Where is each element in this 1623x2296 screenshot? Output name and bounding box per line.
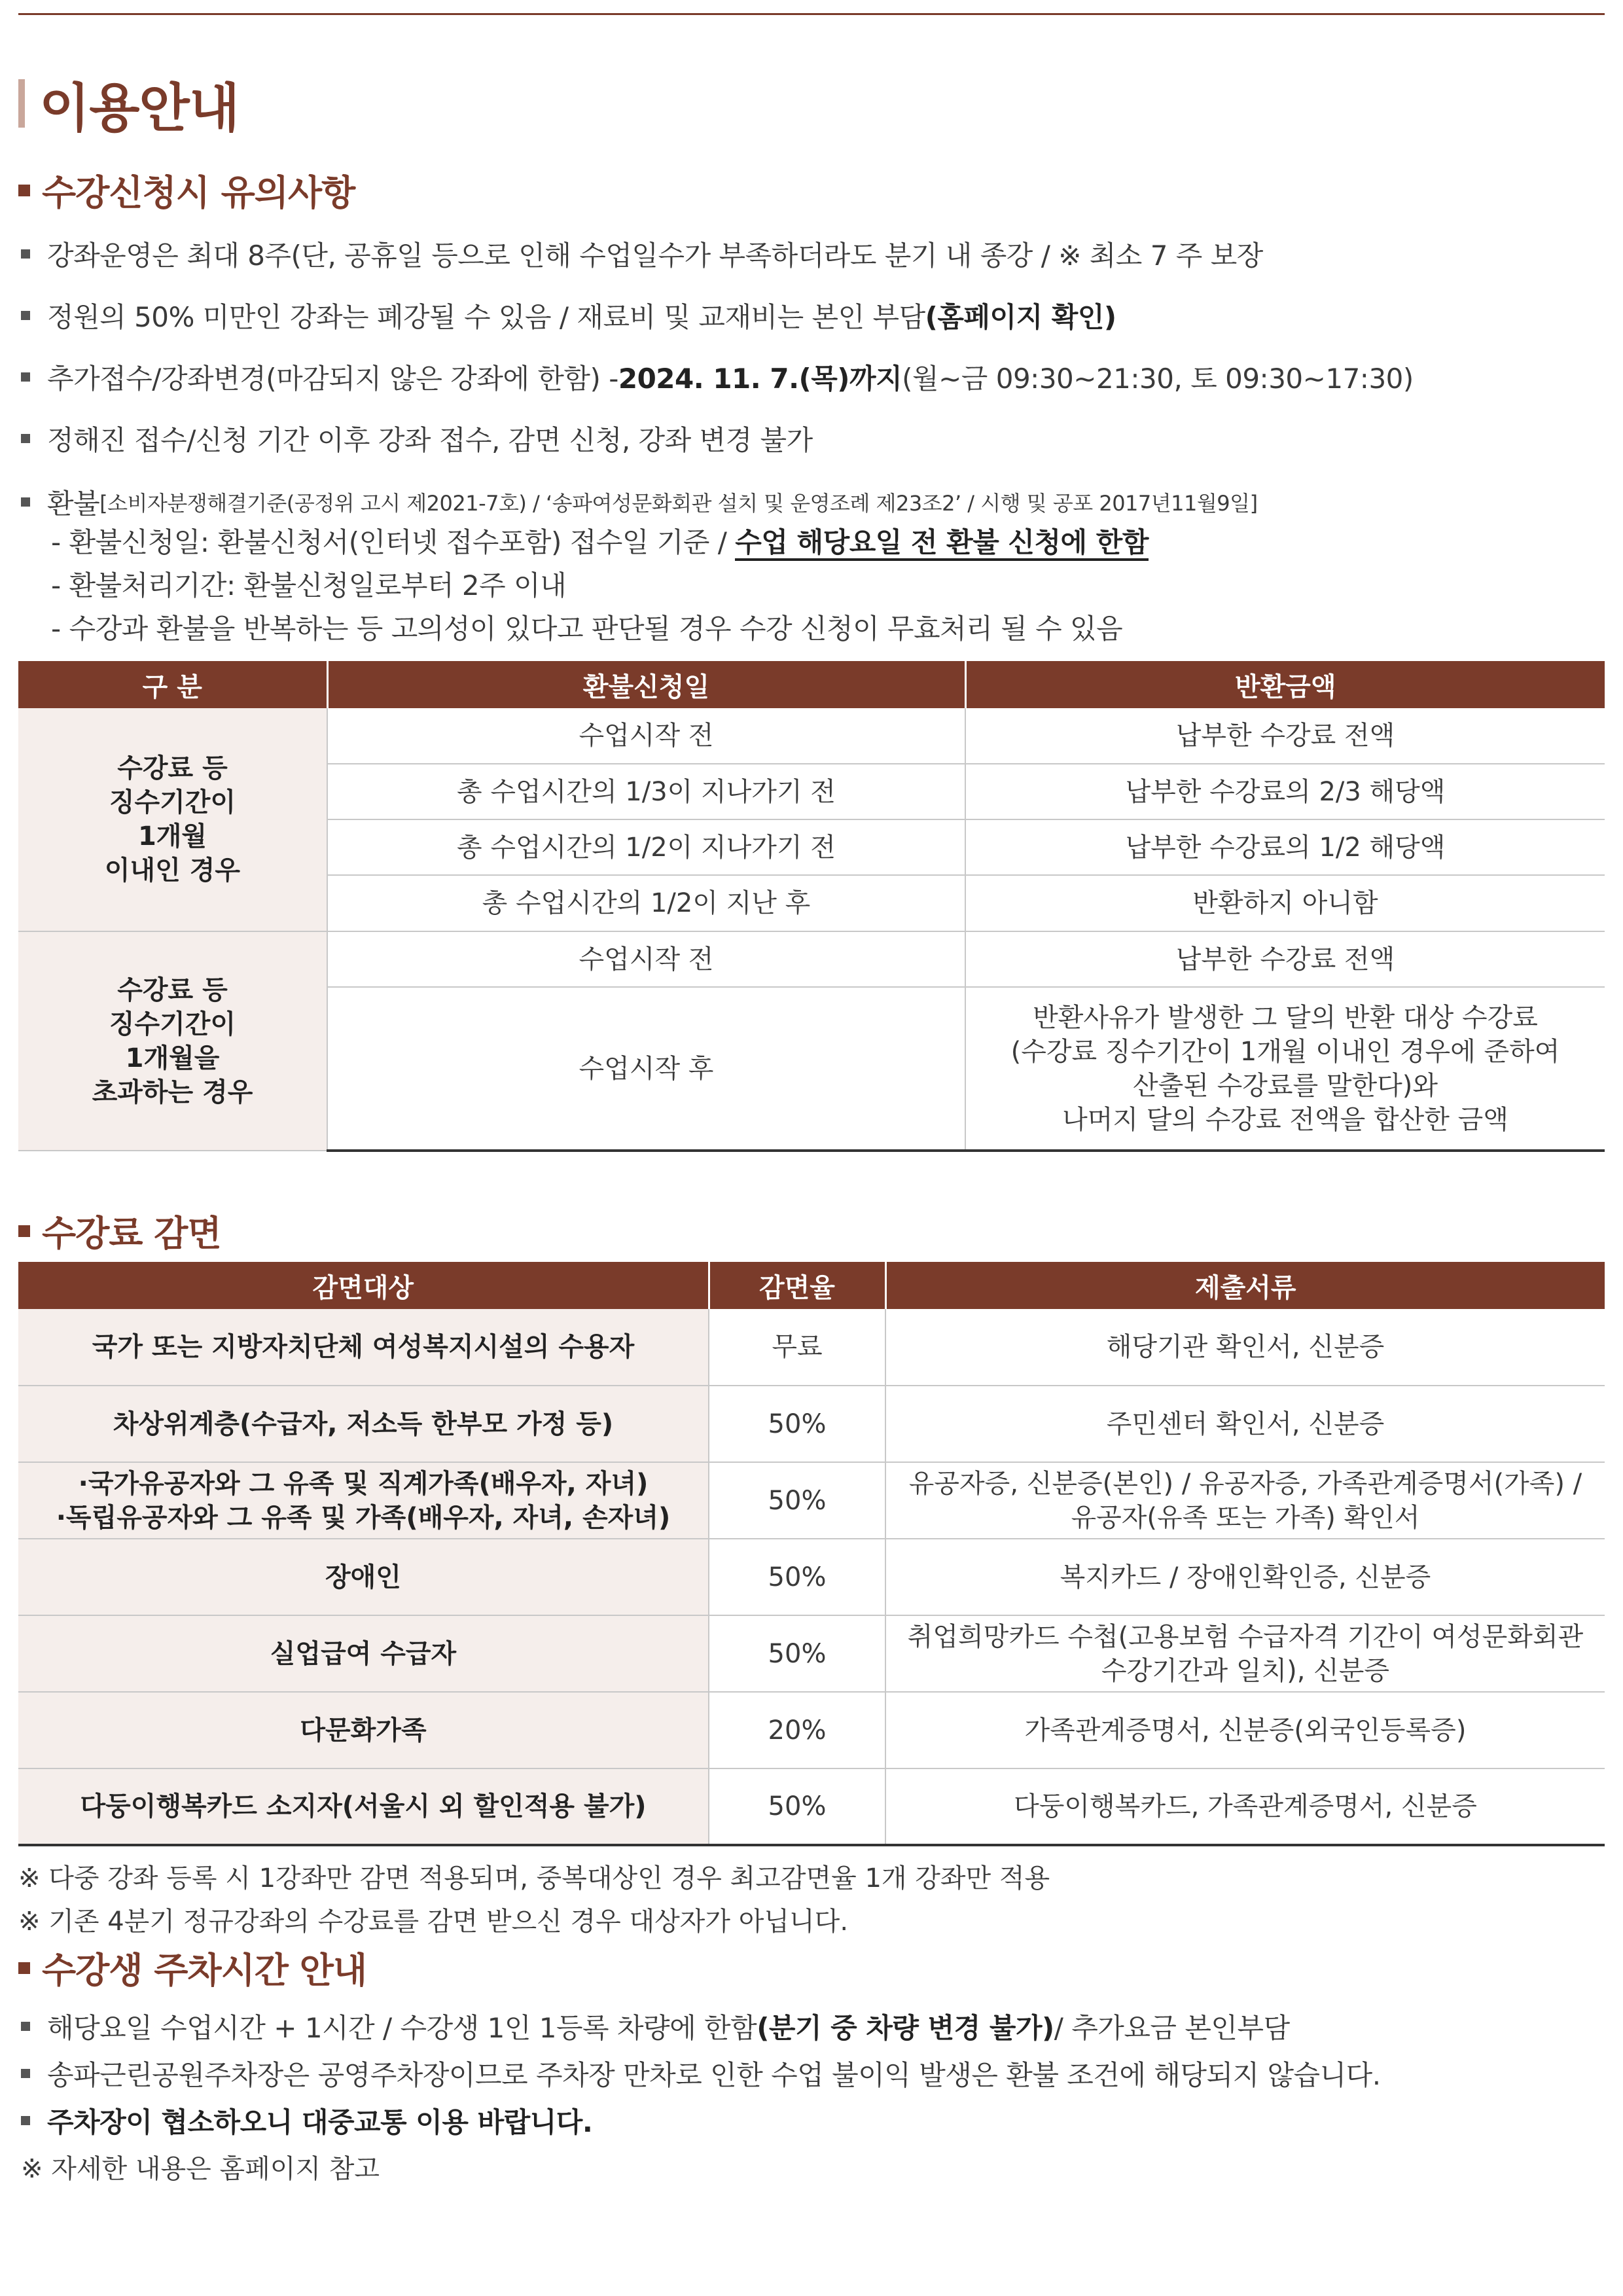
docs-line: 유공자증, 신분증(본인) / 유공자증, 가족관계증명서(가족) / [908,1468,1582,1499]
target-line: ·국가유공자와 그 유족 및 직계가족(배우자, 자녀) [78,1468,649,1499]
notice-item [21,357,1414,397]
refund-table [18,661,1605,1152]
top-divider [18,13,1605,15]
bullet-icon [21,2116,30,2125]
deadline-text: 2024. 11. 7.(목)까지 [618,363,902,395]
amount-line: 산출된 수강료를 말한다)와 [1132,1070,1438,1101]
amount-line: 반환사유가 발생한 그 달의 반환 대상 수강료 [1033,1002,1538,1033]
table-row [18,1692,1605,1768]
column-header: 감면율 [709,1262,885,1309]
section-heading-text: 수강생 주차시간 안내 [42,1950,367,1991]
parking-item-bold: 주차장이 협소하오니 대중교통 이용 바랍니다. [47,2106,593,2138]
hours-text: (월~금 09:30~21:30, 토 09:30~17:30) [902,363,1414,395]
discount-rate-cell: 50% [709,1462,885,1539]
refund-line [51,521,1149,560]
bullet-icon [21,497,30,507]
refund-amount-cell: 납부한 수강료의 1/2 해당액 [965,819,1605,875]
documents-cell: 가족관계증명서, 신분증(외국인등록증) [885,1692,1605,1768]
column-header: 환불신청일 [327,661,965,708]
table-row [18,931,1605,987]
refund-amount-cell [965,987,1605,1151]
parking-item-bold: (분기 중 차량 변경 불가) [757,2012,1054,2044]
refund-date-cell: 수업시작 전 [327,708,965,764]
refund-amount-cell: 납부한 수강료 전액 [965,931,1605,987]
docs-line: 수강기간과 일치), 신분증 [1101,1655,1390,1686]
discount-rate-cell: 50% [709,1386,885,1462]
discount-note: ※ 다중 강좌 등록 시 1강좌만 감면 적용되며, 중복대상인 경우 최고감면율 1개 강좌만 적용 [18,1863,1050,1893]
bullet-icon [21,2069,30,2078]
amount-line: (수강료 징수기간이 1개월 이내인 경우에 준하여 [1010,1036,1560,1067]
section-heading-text: 수강신청시 유의사항 [42,172,355,213]
parking-item-tail: / 추가요금 본인부담 [1054,2012,1290,2044]
docs-line: 유공자(유족 또는 가족) 확인서 [1071,1502,1420,1533]
refund-line: - 환불처리기간: 환불신청일로부터 2주 이내 [51,569,567,601]
refund-basis: [소비자분쟁해결기준(공정위 고시 제2021-7호) / ‘송파여성문화회관 설치 및 운영조례 제23조2’ / 시행 및 공포 2017년11월9일] [99,491,1258,516]
table-row [18,1462,1605,1539]
refund-date-cell: 수업시작 후 [327,987,965,1151]
table-header-row [18,1262,1605,1309]
category-line: 징수기간이 [109,1009,236,1039]
refund-item [21,482,1258,522]
column-header: 구 분 [18,661,327,708]
notice-item-text: 추가접수/강좌변경(마감되지 않은 강좌에 한함) - [47,363,618,395]
page-title-text: 이용안내 [39,77,240,139]
refund-amount-cell: 납부한 수강료 전액 [965,708,1605,764]
documents-cell: 주민센터 확인서, 신분증 [885,1386,1605,1462]
documents-cell [885,1615,1605,1692]
discount-target-cell: 국가 또는 지방자치단체 여성복지시설의 수용자 [18,1309,709,1386]
documents-cell [885,1462,1605,1539]
table-row [18,1768,1605,1845]
table-row [18,1539,1605,1615]
category-line: 징수기간이 [109,787,236,817]
category-line: 수강료 등 [117,753,228,783]
discount-rate-cell: 무료 [709,1309,885,1386]
bullet-icon [21,434,30,443]
category-cell [18,708,327,931]
refund-amount-cell: 반환하지 아니함 [965,875,1605,931]
discount-target-cell: 장애인 [18,1539,709,1615]
discount-target-cell: 차상위계층(수급자, 저소득 한부모 가정 등) [18,1386,709,1462]
target-line: ·독립유공자와 그 유족 및 가족(배우자, 자녀, 손자녀) [56,1502,671,1533]
docs-line: 취업희망카드 수첩(고용보험 수급자격 기간이 여성문화회관 [907,1621,1584,1652]
discount-note: ※ 기존 4분기 정규강좌의 수강료를 감면 받으신 경우 대상자가 아닙니다. [18,1907,849,1937]
parking-item-text: 해당요일 수업시간 + 1시간 / 수강생 1인 1등록 차량에 한함 [47,2012,757,2044]
table-row [18,708,1605,764]
bullet-icon [21,249,30,259]
discount-rate-cell: 20% [709,1692,885,1768]
notice-item-text: 정해진 접수/신청 기간 이후 강좌 접수, 감면 신청, 강좌 변경 불가 [47,424,813,456]
square-bullet-icon [18,185,30,196]
refund-line: - 수강과 환불을 반복하는 등 고의성이 있다고 판단될 경우 수강 신청이 무효처리 될 수 있음 [51,613,1123,645]
column-header: 제출서류 [885,1262,1605,1309]
square-bullet-icon [18,1962,30,1974]
notice-item [21,419,813,458]
title-accent-bar [18,79,25,128]
table-row [18,1386,1605,1462]
refund-date-cell: 총 수업시간의 1/2이 지난 후 [327,875,965,931]
refund-title: 환불 [47,488,100,520]
notice-item [21,234,1263,274]
amount-line: 나머지 달의 수강료 전액을 합산한 금액 [1062,1104,1508,1135]
category-line: 이내인 경우 [104,855,241,886]
refund-date-cell: 수업시작 전 [327,931,965,987]
category-line: 초과하는 경우 [92,1077,253,1107]
parking-item [21,2007,1290,2046]
refund-date-cell: 총 수업시간의 1/3이 지나가기 전 [327,764,965,819]
notice-item-bold: (홈페이지 확인) [925,301,1116,333]
category-line: 1개월을 [125,1043,220,1073]
discount-target-cell: 다둥이행복카드 소지자(서울시 외 할인적용 불가) [18,1768,709,1845]
column-header: 감면대상 [18,1262,709,1309]
parking-item [21,2054,1381,2093]
documents-cell: 해당기관 확인서, 신분증 [885,1309,1605,1386]
section-heading-parking [18,1943,366,1993]
discount-rate-cell: 50% [709,1615,885,1692]
category-line: 1개월 [137,821,207,852]
notice-item-text: 강좌운영은 최대 8주(단, 공휴일 등으로 인해 수업일수가 부족하더라도 분기 내 종강 / ※ 최소 7 주 보장 [47,240,1263,272]
table-header-row [18,661,1605,708]
refund-amount-cell: 납부한 수강료의 2/3 해당액 [965,764,1605,819]
discount-target-cell: 다문화가족 [18,1692,709,1768]
table-row [18,1615,1605,1692]
square-bullet-icon [18,1225,30,1237]
bullet-icon [21,311,30,320]
section-heading-discount [18,1206,221,1256]
category-line: 수강료 등 [117,975,228,1005]
parking-item [21,2101,592,2140]
refund-line-bold: 수업 해당요일 전 환불 신청에 한함 [735,526,1149,561]
documents-cell: 복지카드 / 장애인확인증, 신분증 [885,1539,1605,1615]
parking-item-text: 송파근린공원주차장은 공영주차장이므로 주차장 만차로 인한 수업 불이익 발생은 환불 조건에 해당되지 않습니다. [47,2059,1381,2091]
notice-item-text: 정원의 50% 미만인 강좌는 폐강될 수 있음 / 재료비 및 교재비는 본인 부담 [47,301,925,333]
parking-note: ※ 자세한 내용은 홈페이지 참고 [21,2154,380,2184]
category-cell [18,931,327,1151]
bullet-icon [21,372,30,382]
section-heading-text: 수강료 감면 [42,1213,221,1254]
page-title [18,71,240,139]
discount-rate-cell: 50% [709,1539,885,1615]
notice-item [21,296,1116,335]
discount-table [18,1262,1605,1846]
bullet-icon [21,2022,30,2031]
discount-rate-cell: 50% [709,1768,885,1845]
column-header: 반환금액 [965,661,1605,708]
documents-cell: 다둥이행복카드, 가족관계증명서, 신분증 [885,1768,1605,1845]
discount-target-cell [18,1462,709,1539]
refund-date-cell: 총 수업시간의 1/2이 지나가기 전 [327,819,965,875]
section-heading-notice [18,165,355,215]
discount-target-cell: 실업급여 수급자 [18,1615,709,1692]
refund-line-text: - 환불신청일: 환불신청서(인터넷 접수포함) 접수일 기준 / [51,526,736,558]
table-row [18,1309,1605,1386]
